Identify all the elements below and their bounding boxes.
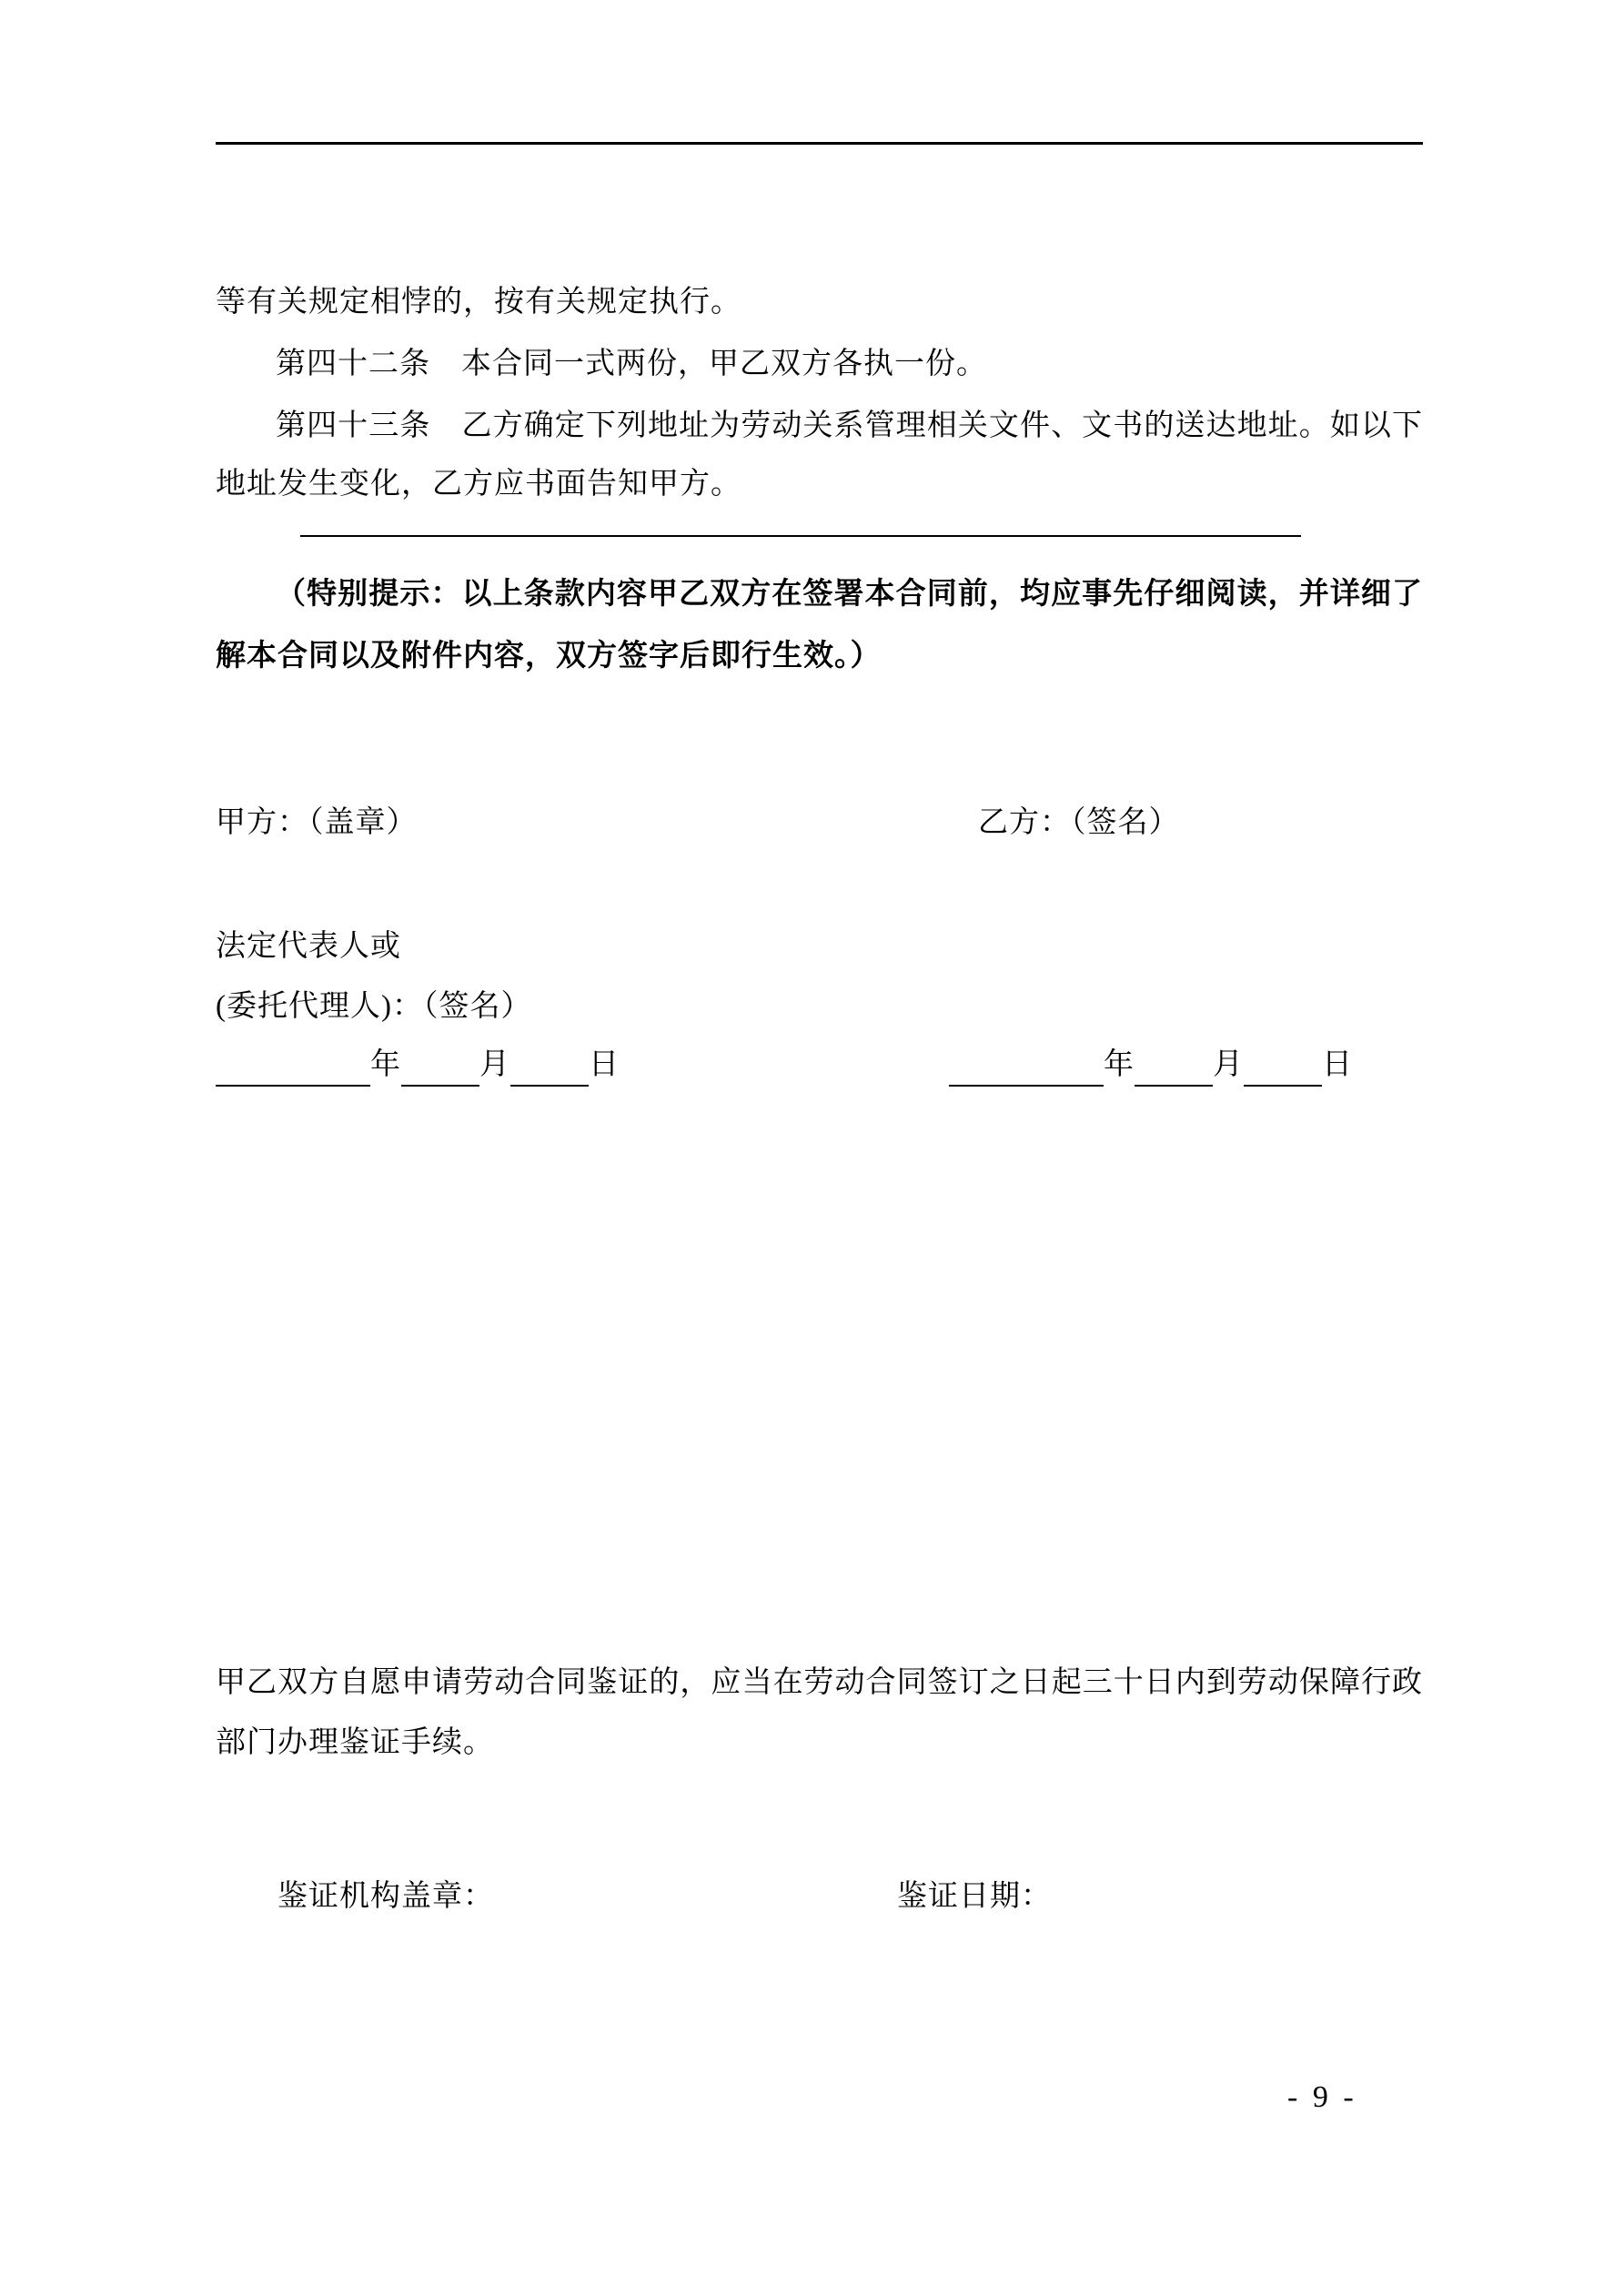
year-label: 年 (1104, 1048, 1135, 1081)
page-number: - 9 - (1287, 2080, 1357, 2114)
party-b-day-blank (1244, 1052, 1322, 1087)
attestation-seal-label: 鉴证机构盖章： (277, 1880, 494, 1913)
paragraph-article-42: 第四十二条 本合同一式两份，甲乙双方各执一份。 (276, 348, 987, 380)
legal-representative-label-line1: 法定代表人或 (216, 930, 401, 963)
legal-representative-label-line2: (委托代理人)：（签名） (216, 990, 532, 1023)
special-notice: （特别提示：以上条款内容甲乙双方在签署本合同前，均应事先仔细阅读，并详细了解本合同以及附件内容，双方签字后即行生效。） (216, 576, 1423, 672)
day-label: 日 (1322, 1048, 1353, 1081)
month-label: 月 (1213, 1048, 1244, 1081)
day-label: 日 (589, 1048, 620, 1081)
party-a-date-line (216, 1043, 620, 1087)
party-a-month-blank (401, 1052, 479, 1087)
year-label: 年 (370, 1048, 401, 1081)
month-label: 月 (479, 1048, 510, 1081)
party-a-seal-label: 甲方：（盖章） (216, 806, 418, 839)
party-b-month-blank (1135, 1052, 1213, 1087)
attestation-date-label: 鉴证日期： (897, 1880, 1052, 1913)
party-b-signature-label: 乙方：（签名） (978, 806, 1180, 839)
attestation-paragraph: 甲乙双方自愿申请劳动合同鉴证的，应当在劳动合同签订之日起三十日内到劳动保障行政部门办理鉴证手续。 (216, 1666, 1423, 1759)
header-rule (216, 142, 1423, 145)
party-b-date-line (949, 1043, 1353, 1087)
party-a-day-blank (510, 1052, 589, 1087)
party-b-year-blank (949, 1052, 1104, 1087)
address-blank-line (300, 535, 1301, 537)
party-a-year-blank (216, 1052, 370, 1087)
paragraph-regulations: 等有关规定相悖的，按有关规定执行。 (216, 286, 741, 319)
paragraph-article-43: 第四十三条 乙方确定下列地址为劳动关系管理相关文件、文书的送达地址。如以下地址发生变化，乙方应书面告知甲方。 (216, 410, 1423, 501)
